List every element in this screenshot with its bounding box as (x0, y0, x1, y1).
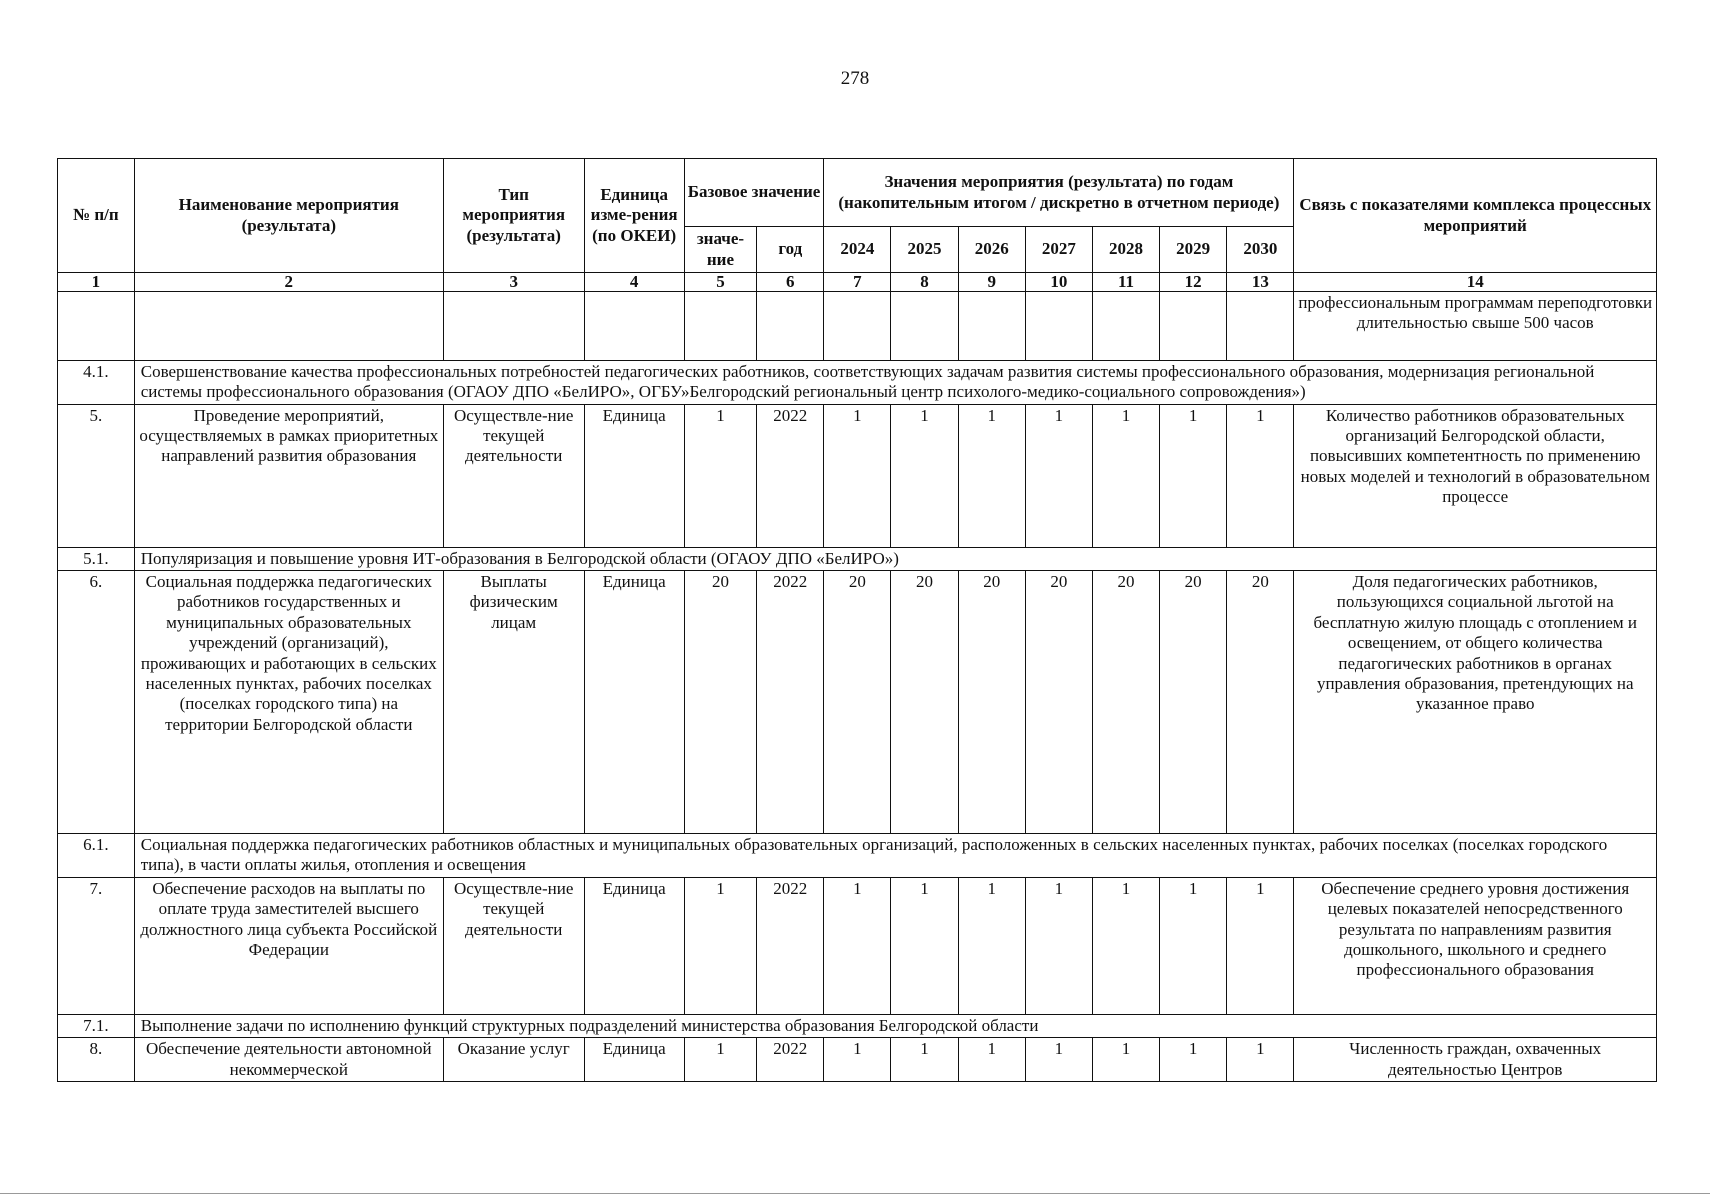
column-number: 14 (1294, 273, 1657, 292)
row-number: 4.1. (58, 360, 135, 404)
section-row (58, 1014, 1657, 1037)
header-link-indicators: Связь с показателями комплекса процессных мероприятий (1294, 159, 1657, 273)
year-value: 1 (824, 877, 891, 1014)
header-year: 2028 (1092, 227, 1159, 273)
base-value: 1 (684, 404, 756, 547)
column-number: 8 (891, 273, 958, 292)
year-value: 1 (1227, 404, 1294, 547)
activity-row (58, 571, 1657, 834)
year-value: 20 (958, 571, 1025, 834)
base-value: 1 (684, 1038, 756, 1082)
base-year: 2022 (757, 877, 824, 1014)
year-value: 1 (1092, 404, 1159, 547)
year-value: 20 (1160, 571, 1227, 834)
section-text: Выполнение задачи по исполнению функций структурных подразделений министерства образования Белгородской области (134, 1014, 1656, 1037)
year-value: 1 (1227, 877, 1294, 1014)
year-value: 1 (1025, 1038, 1092, 1082)
header-activity-name: Наименование мероприятия (результата) (134, 159, 443, 273)
column-number: 11 (1092, 273, 1159, 292)
row-number: 5. (58, 404, 135, 547)
activity-name: Обеспечение деятельности автономной некоммерческой (134, 1038, 443, 1082)
header-base-value: Базовое значение (684, 159, 824, 227)
year-value: 1 (1160, 404, 1227, 547)
unit: Единица (584, 877, 684, 1014)
column-number: 1 (58, 273, 135, 292)
header-base-year: год (757, 227, 824, 273)
row-number: 7. (58, 877, 135, 1014)
section-row (58, 834, 1657, 878)
row-number: 6. (58, 571, 135, 834)
base-value: 20 (684, 571, 756, 834)
activity-type: Осуществле-ние текущей деятельности (443, 404, 584, 547)
year-value: 1 (1160, 1038, 1227, 1082)
column-number: 9 (958, 273, 1025, 292)
section-row (58, 547, 1657, 570)
year-value: 20 (824, 571, 891, 834)
year-value: 1 (1025, 877, 1092, 1014)
link-indicator: Численность граждан, охваченных деятельностью Центров (1294, 1038, 1657, 1082)
page-number: 278 (840, 68, 870, 89)
year-value: 20 (891, 571, 958, 834)
column-number: 10 (1025, 273, 1092, 292)
activity-type: Оказание услуг (443, 1038, 584, 1082)
column-number: 3 (443, 273, 584, 292)
unit: Единица (584, 571, 684, 834)
column-number-row (58, 273, 1657, 292)
header-year: 2030 (1227, 227, 1294, 273)
section-row (58, 360, 1657, 404)
column-number: 5 (684, 273, 756, 292)
header-activity-type: Тип мероприятия (результата) (443, 159, 584, 273)
year-value: 1 (1092, 1038, 1159, 1082)
activities-table (57, 158, 1657, 1082)
header-year: 2029 (1160, 227, 1227, 273)
year-value: 1 (891, 877, 958, 1014)
link-indicator: Обеспечение среднего уровня достижения целевых показателей непосредственного результата по направлениям развития дошкольного, школьного и среднего профессионального образования (1294, 877, 1657, 1014)
year-value: 1 (1025, 404, 1092, 547)
year-value: 20 (1227, 571, 1294, 834)
column-number: 7 (824, 273, 891, 292)
year-value: 1 (958, 877, 1025, 1014)
column-number: 4 (584, 273, 684, 292)
column-number: 6 (757, 273, 824, 292)
header-year: 2025 (891, 227, 958, 273)
base-year: 2022 (757, 1038, 824, 1082)
unit: Единица (584, 1038, 684, 1082)
unit: Единица (584, 404, 684, 547)
column-number: 13 (1227, 273, 1294, 292)
section-text: Совершенствование качества профессиональных потребностей педагогических работников, соответствующих задачам развития системы профессионального образования, модернизация региональной системы профессионального образования (ОГАОУ ДПО «БелИРО», ОГБУ»Белгородский региональный центр психолого-медико-социального сопровождения») (134, 360, 1656, 404)
header-number: № п/п (58, 159, 135, 273)
year-value: 20 (1025, 571, 1092, 834)
activity-row (58, 877, 1657, 1014)
row-number: 7.1. (58, 1014, 135, 1037)
column-number: 12 (1160, 273, 1227, 292)
activity-type: Выплаты физическим лицам (443, 571, 584, 834)
year-value: 1 (824, 1038, 891, 1082)
activity-name: Обеспечение расходов на выплаты по оплате труда заместителей высшего должностного лица субъекта Российской Федерации (134, 877, 443, 1014)
activity-type: Осуществле-ние текущей деятельности (443, 877, 584, 1014)
header-year: 2027 (1025, 227, 1092, 273)
header-unit: Единица изме-рения (по ОКЕИ) (584, 159, 684, 273)
row-number: 8. (58, 1038, 135, 1082)
activity-name: Проведение мероприятий, осуществляемых в рамках приоритетных направлений развития образования (134, 404, 443, 547)
link-indicator: Количество работников образовательных организаций Белгородской области, повысивших компетентность по применению новых моделей и технологий в образовательном процессе (1294, 404, 1657, 547)
year-value: 1 (958, 1038, 1025, 1082)
year-value: 1 (1227, 1038, 1294, 1082)
section-text: Популяризация и повышение уровня ИТ-образования в Белгородской области (ОГАОУ ДПО «БелИРО») (134, 547, 1656, 570)
continuation-row (58, 291, 1657, 360)
year-value: 1 (891, 404, 958, 547)
year-value: 1 (824, 404, 891, 547)
column-number: 2 (134, 273, 443, 292)
base-year: 2022 (757, 571, 824, 834)
base-year: 2022 (757, 404, 824, 547)
header-base-value-amount: значе-ние (684, 227, 756, 273)
header-year: 2026 (958, 227, 1025, 273)
activity-name: Социальная поддержка педагогических работников государственных и муниципальных образовательных учреждений (организаций), проживающих и работающих в сельских населенных пунктах, рабочих поселках (поселках городского типа) на территории Белгородской области (134, 571, 443, 834)
continuation-link-text: профессиональным программам переподготовки длительностью свыше 500 часов (1294, 291, 1657, 360)
row-number: 5.1. (58, 547, 135, 570)
year-value: 20 (1092, 571, 1159, 834)
year-value: 1 (1160, 877, 1227, 1014)
year-value: 1 (891, 1038, 958, 1082)
section-text: Социальная поддержка педагогических работников областных и муниципальных образовательных организаций, расположенных в сельских населенных пунктах, рабочих поселках (поселках городского типа), в части оплаты жилья, отопления и освещения (134, 834, 1656, 878)
row-number: 6.1. (58, 834, 135, 878)
base-value: 1 (684, 877, 756, 1014)
header-year: 2024 (824, 227, 891, 273)
activity-row (58, 1038, 1657, 1082)
year-value: 1 (1092, 877, 1159, 1014)
link-indicator: Доля педагогических работников, пользующихся социальной льготой на бесплатную жилую площадь с отоплением и освещением, от общего количества педагогических работников в органах управления образования, претендующих на указанное право (1294, 571, 1657, 834)
header-values-by-year: Значения мероприятия (результата) по годам (накопительным итогом / дискретно в отчетном периоде) (824, 159, 1294, 227)
year-value: 1 (958, 404, 1025, 547)
scan-edge-line (0, 1193, 1710, 1194)
activity-row (58, 404, 1657, 547)
